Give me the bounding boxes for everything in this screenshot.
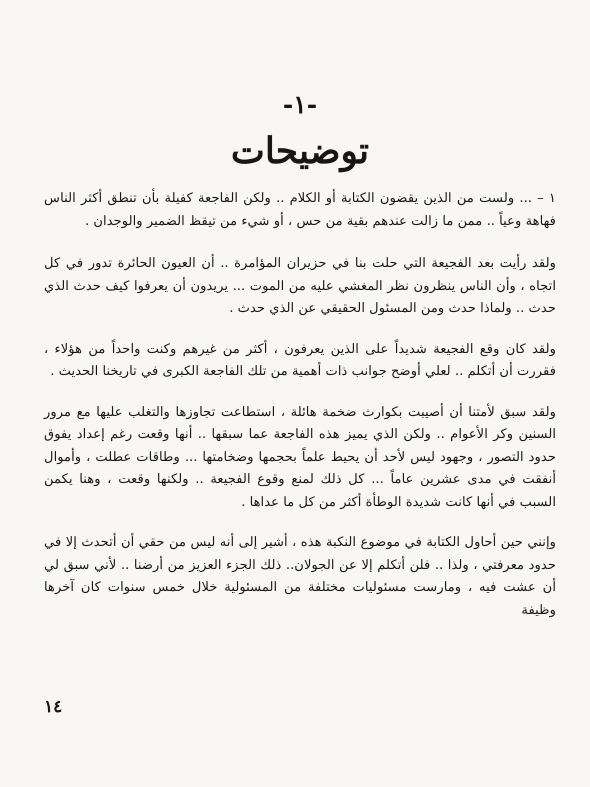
paragraph-2: ولقد رأيت بعد الفجيعة التي حلت بنا في حزيران المؤامرة .. أن العيون الحائرة تدور في كل اتجاه ، وأن الناس ينظرون نظر المغشي عليه من الموت ... يريدون أن يعرفوا كيف حدث الذي حدث .. ولماذا حدث ومن المسئول الحقيقي عن الذي حدث . xyxy=(44,256,556,316)
paragraph-5: وإنني حين أحاول الكتابة في موضوع النكبة هذه ، أشير إلى أنه ليس من حقي أن أتحدث إلا في حدود معرفتي ، ولذا .. فلن أتكلم إلا عن الجولان.. ذلك الجزء العزيز من أرضنا .. لأني سبق لي أن عشت فيه ، ومارست مسئوليات مختلفة من المسئولية خلال خمس سنوات كان آخرها وظيفة xyxy=(44,535,556,618)
page-number: ١٤ xyxy=(44,697,63,717)
paragraph-4: ولقد سبق لأمتنا أن أصيبت بكوارث ضخمة هائلة ، استطاعت تجاوزها والتغلب عليها مع مرور السنين وكر الأعوام .. ولكن الذي يميز هذه الفاجعة عما سبقها .. أنها وقعت رغم إعداد يفوق حدود التصور ، وجهود ليس لأحد أن يحيط علماً بحجمها وضخامتها ... وطاقات عطلت ، وأموال أنفقت في مدى عشرين عاماً ... كل ذلك لمنع وقوع الفجيعة .. ولكنها وقعت ، وهنا يكمن السبب في أنها كانت شديدة الوطأة أكثر من كل ما عداها . xyxy=(44,404,556,510)
paragraph-1: ١ – ... ولست من الذين يقضون الكتابة أو الكلام .. ولكن الفاجعة كفيلة بأن تنطق أكثر الناس فهاهة وعياً .. ممن ما زالت عندهم بقية من حس ، أو شيء من تيقظ الضمير والوجدان . xyxy=(44,191,556,229)
paragraph-3: ولقد كان وقع الفجيعة شديداً على الذين يعرفون ، أكثر من غيرهم وكنت واحداً من هؤلاء ، فقررت أن أتكلم .. لعلي أوضح جوانب ذات أهمية من تلك الفاجعة الكبرى في تاريخنا الحديث . xyxy=(44,341,556,379)
chapter-number: -١- xyxy=(282,90,318,119)
chapter-title: توضيحات xyxy=(230,130,370,172)
